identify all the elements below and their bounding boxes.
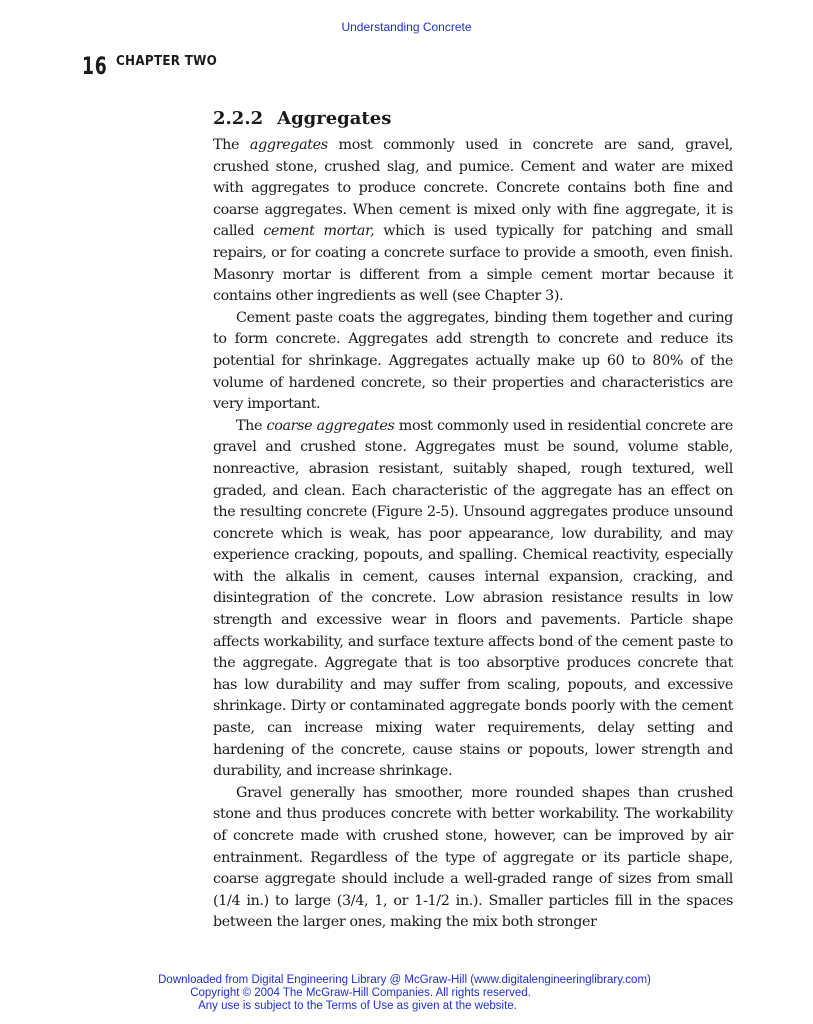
footer xyxy=(0,974,813,1013)
footer-terms[interactable]: Any use is subject to the Terms of Use as given at the website. xyxy=(198,1000,517,1012)
book-title-header[interactable]: Understanding Concrete xyxy=(341,20,472,34)
body-text xyxy=(213,135,733,934)
section-number: 2.2.2 xyxy=(213,108,264,129)
page-number: 16 xyxy=(82,52,108,80)
text-run: The xyxy=(213,137,250,153)
section-heading xyxy=(213,108,391,129)
footer-download-link[interactable]: Downloaded from Digital Engineering Library @ McGraw-Hill (www.digitalengineeringlibrary.com) xyxy=(158,974,651,986)
term-coarse-aggregates: coarse aggregates xyxy=(266,417,395,434)
text-run: The xyxy=(236,417,267,434)
paragraph-3 xyxy=(213,416,733,783)
paragraph-2: Cement paste coats the aggregates, binding them together and curing to form concrete. Aggregates add strength to concrete and reduce its potential for shrinkage. Aggregates actually make up 60 to 80% of the volume of hardened concrete, so their properties and characteristics are very important. xyxy=(213,309,733,413)
paragraph-1 xyxy=(213,135,733,308)
footer-copyright[interactable]: Copyright © 2004 The McGraw-Hill Companies. All rights reserved. xyxy=(190,987,531,999)
term-aggregates: aggregates xyxy=(249,137,328,153)
chapter-label: CHAPTER TWO xyxy=(116,54,218,69)
paragraph-4: Gravel generally has smoother, more rounded shapes than crushed stone and thus produces concrete with better workability. The workability of concrete made with crushed stone, however, can be improved by air entrainment. Regardless of the type of aggregate or its particle shape, coarse aggregate should include a well-graded range of sizes from small (1/4 in.) to large (3/4, 1, or 1-1/2 in.). Smaller particles fill in the spaces between the larger ones, making the mix both stronger xyxy=(213,784,733,931)
text-run: most commonly used in residential concrete are gravel and crushed stone. Aggregates must be sound, volume stable, nonreactive, abrasion resistant, suitably shaped, rough textured, well graded, and clean. Each characteristic of the aggregate has an effect on the resulting concrete (Figure 2-5). Unsound aggregates produce unsound concrete which is weak, has poor appearance, low durability, and may experience cracking, popouts, and spalling. Chemical reactivity, especially with the alkalis in cement, causes internal expansion, cracking, and disintegration of the concrete. Low abrasion resistance results in low strength and excessive wear in floors and pavements. Particle shape affects workability, and surface texture affects bond of the cement paste to the aggregate. Aggregate that is too absorptive produces concrete that has low durability and may suffer from scaling, popouts, and excessive shrinkage. Dirty or contaminated aggregate bonds poorly with the cement paste, can increase mixing water requirements, delay setting and hardening of the concrete, cause stains or popouts, lower strength and durability, and increase shrinkage. xyxy=(213,417,733,780)
text-run: which is used typically for patching and small repairs, or for coating a concrete surface to provide a smooth, even finish. Masonry mortar is different from a simple cement mortar because it contains other ingredients as well (see Chapter 3). xyxy=(213,223,733,305)
term-cement-mortar: cement mortar, xyxy=(263,223,375,240)
section-title: Aggregates xyxy=(277,108,392,129)
text-run: most commonly used in concrete are sand, gravel, crushed stone, crushed slag, and pumice. Cement and water are mixed with aggregates to produce concrete. Concrete contains both fine and coarse aggregates. When cement is mixed only with fine aggregate, it is called xyxy=(213,137,733,240)
